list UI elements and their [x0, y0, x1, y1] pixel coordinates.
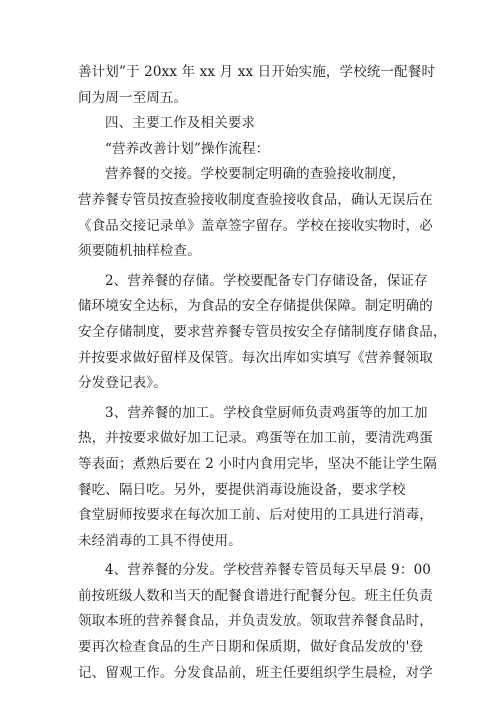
text-line: 未经消毒的工具不得使用。 [78, 532, 242, 549]
text-line: 记、留观工作。分发食品前，班主任要组织学生晨检，对学 [78, 664, 433, 681]
text-line: 3、营养餐的加工。学校食堂厨师负责鸡蛋等的加工加 [105, 404, 428, 421]
text-line: 等表面；煮熟后要在 2 小时内食用完毕，坚决不能让学生隔 [78, 455, 437, 472]
text-line: 《食品交接记录单》盖章签字留存。学校在接收实物时，必 [78, 217, 433, 234]
text-line: 储环境安全达标，为食品的安全存储提供保障。制定明确的 [78, 298, 433, 315]
text-line: 营养餐专管员按查验接收制度查验接收食品，确认无误后在 [78, 191, 433, 208]
text-line: 前按班级人数和当天的配餐食谱进行配餐分包。班主任负责 [78, 587, 433, 604]
text-line: 食堂厨师按要求在每次加工前、后对使用的工具进行消毒， [78, 507, 433, 524]
text-line: 2、营养餐的存储。学校要配备专门存储设备，保证存 [105, 272, 428, 289]
text-line: 四、主要工作及相关要求 [105, 115, 256, 132]
text-line: 分发登记表》。 [78, 375, 167, 392]
text-line: 营养餐的交接。学校要制定明确的查验接收制度， [105, 166, 406, 183]
text-line: 热，并按要求做好加工记录。鸡蛋等在加工前，要清洗鸡蛋 [78, 430, 433, 447]
text-line: 餐吃、隔日吃。另外，要提供消毒设施设备，要求学校 [78, 481, 406, 498]
text-line: 间为周一至周五。 [78, 89, 188, 106]
text-line: “营养改善计划”操作流程： [105, 140, 270, 157]
text-line: 善计划”于 20xx 年 xx 月 xx 日开始实施，学校统一配餐时 [78, 64, 436, 80]
text-line: 领取本班的营养餐食品，并负责发放。领取营养餐食品时， [78, 613, 433, 630]
text-line: 须要随机抽样检查。 [78, 243, 201, 260]
text-line: 安全存储制度，要求营养餐专管员按安全存储制度存储食品， [78, 323, 447, 340]
text-line: 4、营养餐的分发。学校营养餐专管员每天早晨 9：00 [105, 562, 432, 579]
document-page [78, 60, 447, 686]
text-line: 要再次检查食品的生产日期和保质期，做好食品发放的'登 [78, 639, 424, 656]
text-line: 并按要求做好留样及保管。每次出库如实填写《营养餐领取 [78, 349, 433, 366]
